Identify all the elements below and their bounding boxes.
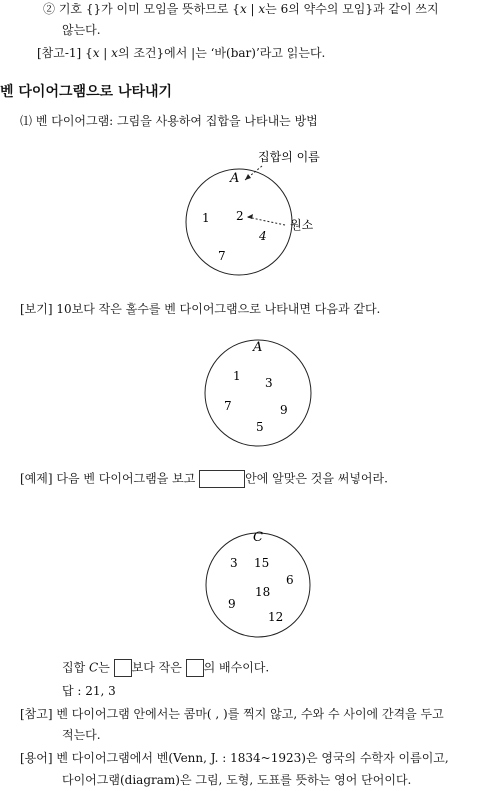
example-label: [보기] [20,302,53,316]
term-label: [용어] [20,751,53,765]
example: [보기] 10보다 작은 홀수를 벤 다이어그램으로 나타내면 다음과 같다. [20,302,381,316]
venn-element: 7 [224,399,232,413]
reference-2-line-1: [참고] 벤 다이어그램 안에서는 콤마( , )를 찍지 않고, 수와 수 사이에 간격을 두고 [20,707,444,721]
note-number: ② [43,2,56,16]
venn-element: 18 [255,585,271,599]
venn-element: 5 [256,420,264,434]
answer-box-1[interactable] [114,659,132,677]
reference-label: [참고-1] [37,46,82,60]
venn-element: 4 [259,229,267,243]
term-line-1: [용어] 벤 다이어그램에서 벤(Venn, J. : 1834~1923)은 영국의 수학자 이름이고, [20,751,449,765]
venn-element: 3 [230,556,238,570]
venn-element: 15 [254,556,270,570]
reference-2-line-2: 적는다. [62,728,101,742]
set-name-callout: 집합의 이름 [258,150,320,164]
venn-element: 2 [236,209,244,223]
venn-element: 9 [228,597,236,611]
set-label: A [230,171,240,186]
venn-element: 9 [280,403,288,417]
element-arrow-head [247,214,253,219]
note-2-line-2: 않는다. [62,23,101,37]
question: 집합 C는 보다 작은 의 배수이다. [62,659,269,677]
set-label: C [253,530,263,545]
answer: 답 : 21, 3 [62,684,116,698]
venn-diagram-1 [170,140,370,280]
element-callout-line [247,217,285,225]
reference-1: [참고-1] {x | x의 조건}에서 |는 ‘바(bar)’라고 읽는다. [37,46,326,60]
element-callout: 원소 [290,218,314,232]
term-line-2: 다이어그램(diagram)은 그림, 도형, 도표를 뜻하는 영어 단어이다. [62,773,412,787]
set-label: A [253,340,263,355]
venn-element: 1 [202,211,210,225]
note-2-line-1: ② 기호 {}가 이미 모임을 뜻하므로 {x | x는 6의 약수의 모임}과 같이 쓰지 [43,2,439,16]
answer-box[interactable] [199,470,245,488]
item-1-definition: ⑴ 벤 다이어그램: 그림을 사용하여 집합을 나타내는 방법 [20,114,318,128]
exercise-label: [예제] [20,471,53,486]
venn-diagram-2 [200,335,320,450]
answer-box-2[interactable] [186,659,204,677]
venn-element: 12 [268,610,284,624]
section-title: 벤 다이어그램으로 나타내기 [0,84,173,100]
venn-element: 6 [286,573,294,587]
venn-diagram-3 [200,525,325,640]
exercise: [예제] 다음 벤 다이어그램을 보고 안에 알맞은 것을 써넣어라. [20,470,388,488]
venn-element: 3 [265,376,273,390]
venn-element: 1 [233,369,241,383]
reference-label: [참고] [20,707,53,721]
name-arrow-head [245,174,251,180]
venn-element: 7 [218,249,226,263]
